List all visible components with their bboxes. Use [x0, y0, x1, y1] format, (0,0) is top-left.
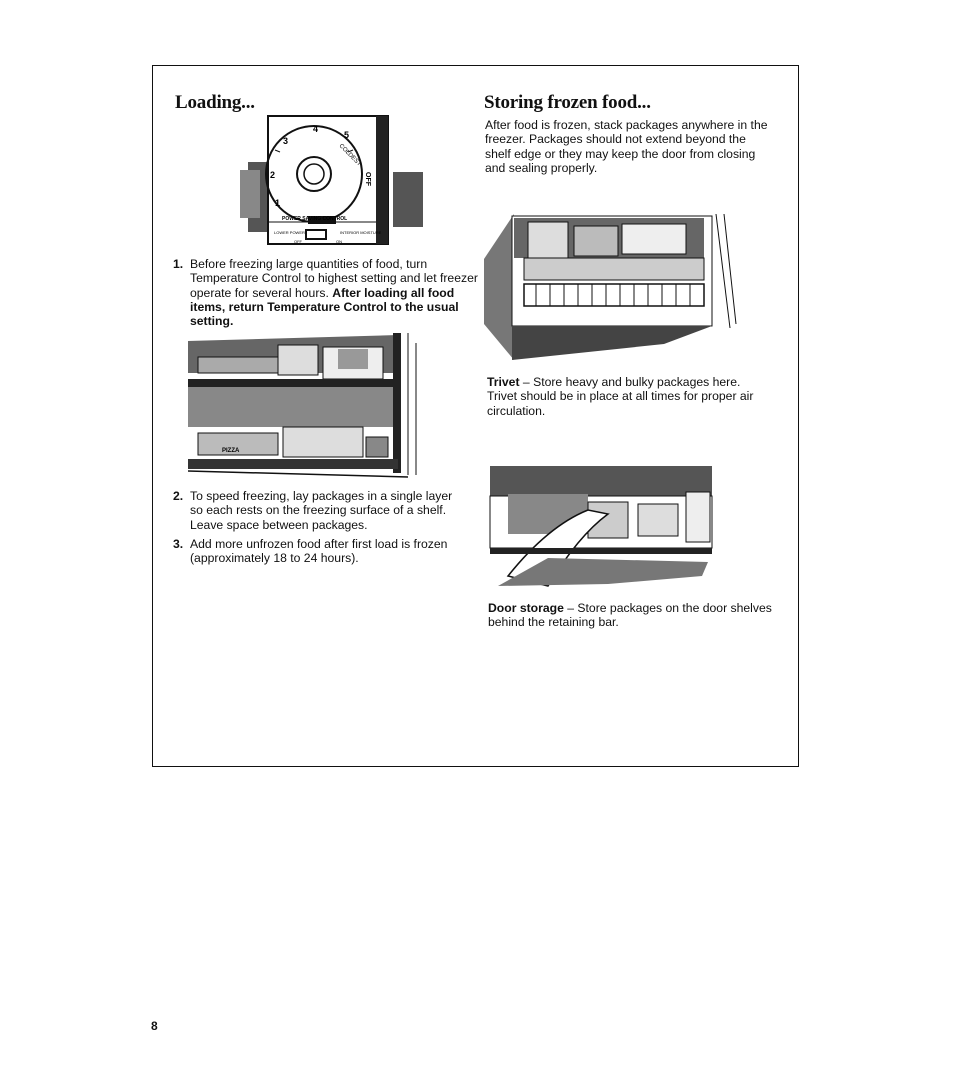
- trivet-label: Trivet: [487, 375, 520, 389]
- door-storage-text: – Store packages on the door shelves behind the retaining bar.: [488, 601, 772, 630]
- step-3-text: Add more unfrozen food after first load is frozen (approximately 18 to 24 hours).: [190, 537, 448, 566]
- step-3-number: 3.: [173, 537, 184, 551]
- on-label: ON: [336, 239, 342, 244]
- interior-moisture-label: INTERIOR MOISTURE: [340, 230, 382, 235]
- door-storage-paragraph: [488, 601, 773, 630]
- temperature-control-illustration: [228, 112, 428, 248]
- step-2: [173, 489, 460, 532]
- step-1: [173, 257, 482, 329]
- power-saving-label: POWER SAVING CONTROL: [282, 216, 348, 222]
- step-1-text: Before freezing large quantities of food, turn Temperature Control to highest setting and let freezer operate for several hours.: [190, 257, 478, 300]
- trivet-illustration: [484, 214, 738, 360]
- door-storage-illustration: [488, 466, 722, 592]
- dial-number-1: 1: [275, 198, 281, 208]
- dial-number-3: 3: [283, 136, 289, 146]
- storing-heading: Storing frozen food...: [484, 92, 651, 113]
- off-label: OFF: [294, 239, 302, 244]
- loading-heading: Loading...: [175, 92, 255, 113]
- freezer-shelves-illustration: [188, 333, 424, 481]
- dial-number-4: 4: [313, 124, 319, 134]
- trivet-text: – Store heavy and bulky packages here. Trivet should be in place at all times for proper air circulation.: [487, 375, 754, 418]
- step-2-text: To speed freezing, lay packages in a single layer so each rests on the freezing surface of a shelf. Leave space between packages.: [190, 489, 453, 532]
- lower-power-label: LOWER POWER: [274, 230, 305, 235]
- door-storage-label: Door storage: [488, 601, 564, 615]
- dial-number-2: 2: [270, 170, 276, 180]
- dial-label-off: OFF: [364, 172, 371, 186]
- step-3: [173, 537, 460, 566]
- step-1-number: 1.: [173, 257, 184, 271]
- dial-label-coldest: COLDEST: [337, 143, 362, 168]
- step-1-bold-text: After loading all food items, return Temperature Control to the usual setting.: [190, 285, 459, 329]
- trivet-paragraph: [487, 375, 772, 418]
- step-2-number: 2.: [173, 489, 184, 503]
- page-number: 8: [151, 1019, 158, 1033]
- dial-number-5: 5: [344, 130, 350, 140]
- pizza-box-label: PIZZA: [222, 448, 240, 454]
- storing-intro: After food is frozen, stack packages anywhere in the freezer. Packages should not extend beyond the shelf edge or they may keep the door from closing and sealing properly.: [485, 118, 768, 175]
